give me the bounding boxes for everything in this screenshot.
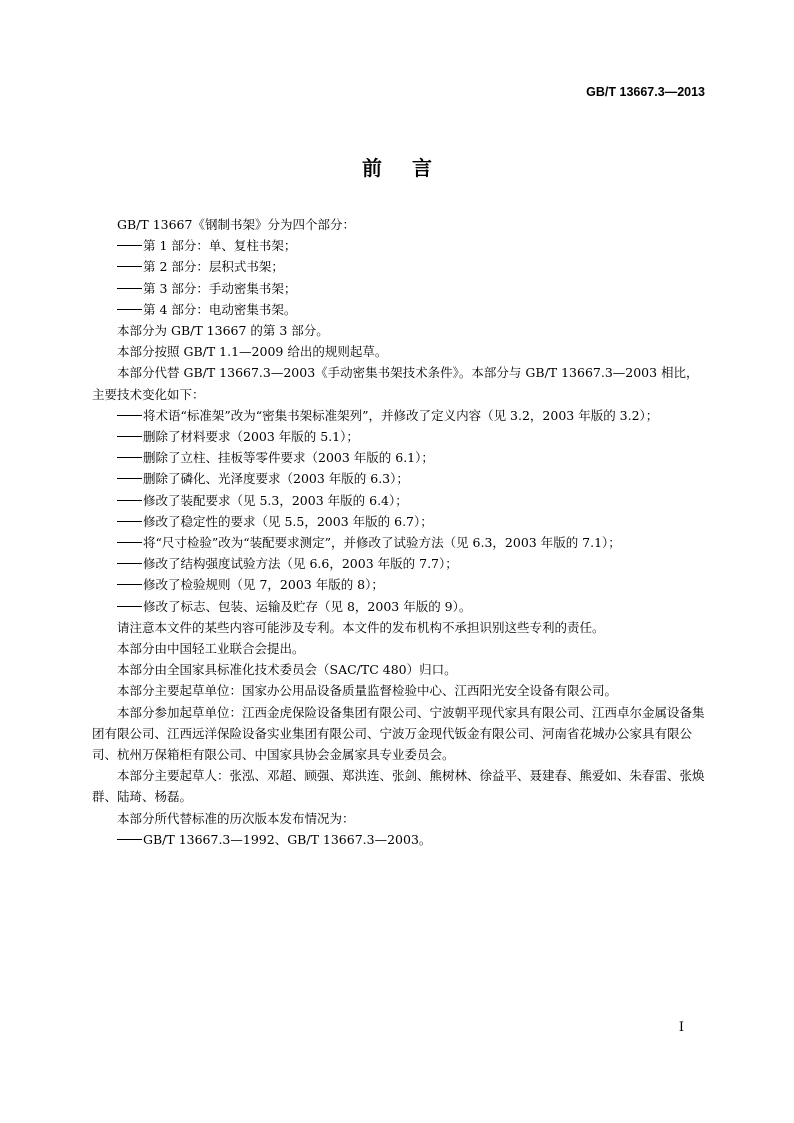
list-item-text: 删除了磷化、光泽度要求（2003 年版的 6.3）； <box>143 471 409 487</box>
list-item <box>92 299 706 320</box>
paragraph: 本部分主要起草单位：国家办公用品设备质量监督检验中心、江西阳光安全设备有限公司。 <box>117 683 618 699</box>
paragraph: 本部分所代替标准的历次版本发布情况为： <box>117 810 355 826</box>
list-item-text: 第 3 部分：手动密集书架； <box>143 280 297 296</box>
paragraph: 本部分由全国家具标准化技术委员会（SAC/TC 480）归口。 <box>117 662 457 678</box>
list-item <box>92 235 706 256</box>
em-dash-marker <box>117 563 142 564</box>
list-item <box>92 447 706 468</box>
list-item-text: 第 2 部分：层积式书架； <box>143 259 284 275</box>
em-dash-marker <box>117 415 142 416</box>
list-item <box>92 468 706 489</box>
list-item-text: 修改了装配要求（见 5.3，2003 年版的 6.4）； <box>143 492 408 508</box>
em-dash-marker <box>117 288 142 289</box>
em-dash-marker <box>117 478 142 479</box>
list-item <box>92 426 706 447</box>
em-dash-marker <box>117 542 142 543</box>
paragraph: 本部分按照 GB/T 1.1—2009 给出的规则起草。 <box>117 344 388 360</box>
em-dash-marker <box>117 584 142 585</box>
list-item-text: 将术语“标准架”改为“密集书架标准架列”，并修改了定义内容（见 3.2，2003 年版的 3.2）； <box>143 407 659 423</box>
paragraph: 本部分由中国轻工业联合会提出。 <box>117 641 305 657</box>
paragraph: 本部分参加起草单位：江西金虎保险设备集团有限公司、宁波朝平现代家具有限公司、江西卓尔金属设备集团有限公司、江西远洋保险设备实业集团有限公司、宁波万金现代钣金有限公司、河南省花城办公家具有限公司、杭州万保箱柜有限公司、中国家具协会金属家具专业委员会。 <box>92 704 705 763</box>
em-dash-marker <box>117 839 142 840</box>
paragraph: GB/T 13667《钢制书架》分为四个部分： <box>117 217 355 232</box>
foreword-body <box>92 214 706 850</box>
list-item-text: 删除了材料要求（2003 年版的 5.1）； <box>143 429 359 445</box>
em-dash-marker <box>117 436 142 437</box>
paragraph: 本部分主要起草人：张泓、邓超、顾强、郑洪连、张剑、熊树林、徐益平、聂建春、熊爱如、朱春雷、张焕群、陆琦、杨磊。 <box>92 768 705 805</box>
page-title: 前言 <box>362 156 462 180</box>
list-item <box>92 829 706 850</box>
list-item-text: 修改了标志、包装、运输及贮存（见 8，2003 年版的 9）。 <box>143 598 472 614</box>
list-item <box>92 490 706 511</box>
em-dash-marker <box>117 457 142 458</box>
list-item <box>92 405 706 426</box>
em-dash-marker <box>117 309 142 310</box>
paragraph: 本部分为 GB/T 13667 的第 3 部分。 <box>117 323 329 339</box>
list-item-text: 修改了稳定性的要求（见 5.5，2003 年版的 6.7）； <box>143 513 433 529</box>
list-item-text: 第 4 部分：电动密集书架。 <box>143 301 297 317</box>
em-dash-marker <box>117 521 142 522</box>
page-number: I <box>678 1020 684 1035</box>
list-item <box>92 574 706 595</box>
list-item-text: 第 1 部分：单、复柱书架； <box>143 238 297 254</box>
paragraph: 本部分代替 GB/T 13667.3—2003《手动密集书架技术条件》。本部分与 GB/T 13667.3—2003 相比，主要技术变化如下： <box>92 365 699 402</box>
em-dash-marker <box>117 245 142 246</box>
list-item-text: 修改了检验规则（见 7，2003 年版的 8）； <box>143 577 384 593</box>
paragraph: 请注意本文件的某些内容可能涉及专利。本文件的发布机构不承担识别这些专利的责任。 <box>117 619 605 635</box>
list-item-text: GB/T 13667.3—1992、GB/T 13667.3—2003。 <box>143 831 432 847</box>
list-item <box>92 511 706 532</box>
standard-number: GB/T 13667.3—2013 <box>586 85 705 99</box>
list-item <box>92 532 706 553</box>
list-item-text: 修改了结构强度试验方法（见 6.6，2003 年版的 7.7）； <box>143 556 458 572</box>
list-item-text: 将“尺寸检验”改为“装配要求测定”，并修改了试验方法（见 6.3，2003 年版的 7.1）； <box>143 535 621 551</box>
list-item <box>92 596 706 617</box>
em-dash-marker <box>117 500 142 501</box>
list-item-text: 删除了立柱、挂板等零件要求（2003 年版的 6.1）； <box>143 450 434 466</box>
em-dash-marker <box>117 606 142 607</box>
em-dash-marker <box>117 266 142 267</box>
list-item <box>92 256 706 277</box>
list-item <box>92 553 706 574</box>
list-item <box>92 278 706 299</box>
